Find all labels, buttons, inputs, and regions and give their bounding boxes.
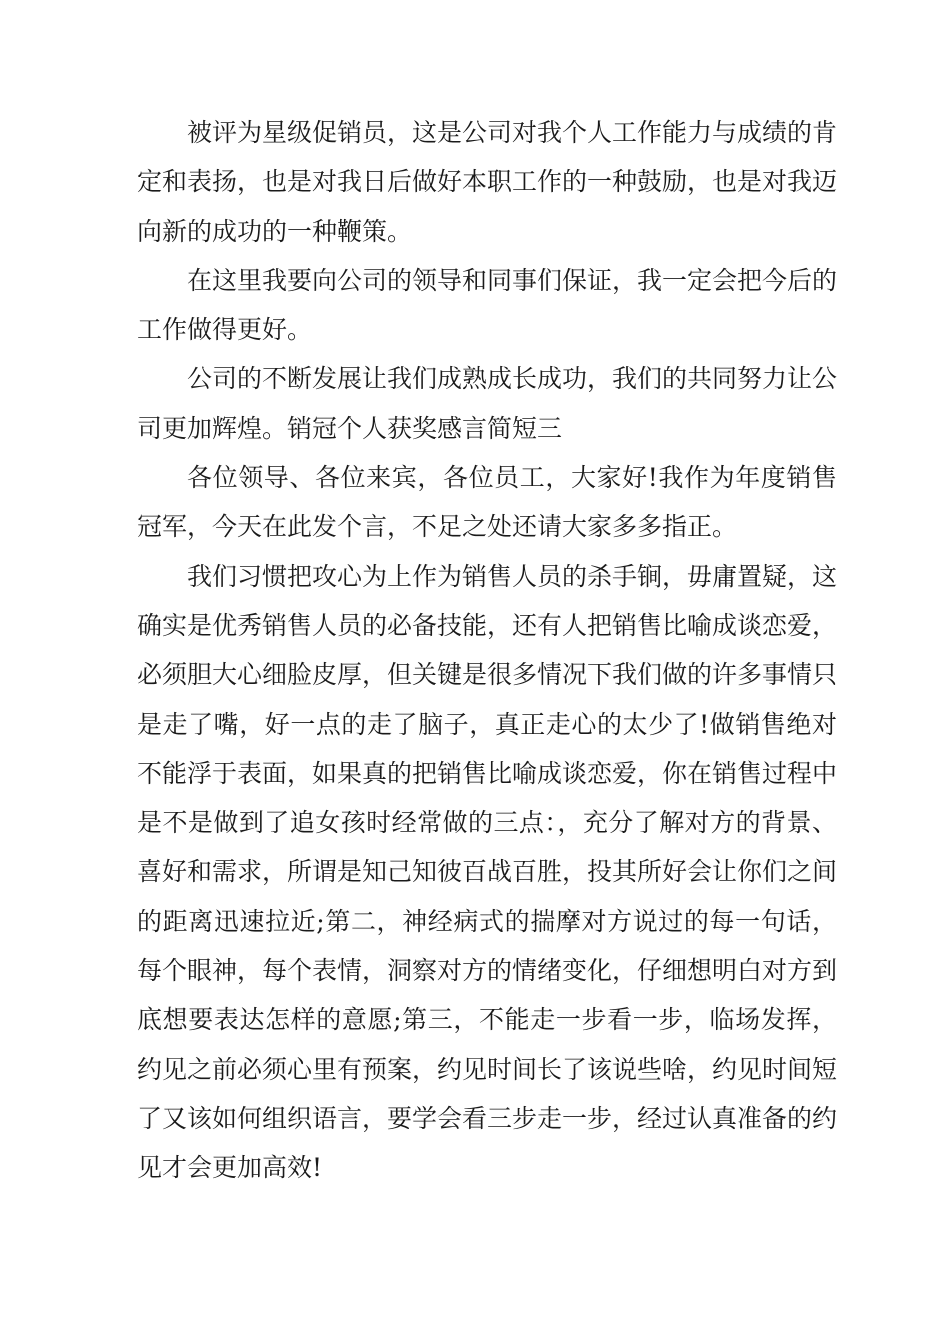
paragraph-5: 我们习惯把攻心为上作为销售人员的杀手锏，毋庸置疑，这确实是优秀销售人员的必备技能，还有人把销售比喻成谈恋爱，必须胆大心细脸皮厚，但关键是很多情况下我们做的许多事情只是走了嘴，好一点的走了脑子，真正走心的太少了!做销售绝对不能浮于表面，如果真的把销售比喻成谈恋爱，你在销售过程中是不是做到了追女孩时经常做的三点：，充分了解对方的背景、喜好和需求，所谓是知己知彼百战百胜，投其所好会让你们之间的距离迅速拉近;第二，神经病式的揣摩对方说过的每一句话，每个眼神，每个表情，洞察对方的情绪变化，仔细想明白对方到底想要表达怎样的意愿;第三，不能走一步看一步，临场发挥，约见之前必须心里有预案，约见时间长了该说些啥，约见时间短了又该如何组织语言，要学会看三步走一步，经过认真准备的约见才会更加高效!	[137, 561, 838, 1183]
paragraph-1: 被评为星级促销员，这是公司对我个人工作能力与成绩的肯定和表扬，也是对我日后做好本职工作的一种鼓励，也是对我迈向新的成功的一种鞭策。	[137, 118, 838, 246]
paragraph-4: 各位领导、各位来宾，各位员工，大家好!我作为年度销售冠军，今天在此发个言，不足之处还请大家多多指正。	[137, 463, 837, 542]
document-body	[137, 108, 837, 1193]
paragraph-3: 公司的不断发展让我们成熟成长成功，我们的共同努力让公司更加辉煌。销冠个人获奖感言简短三	[137, 364, 838, 443]
paragraph-2: 在这里我要向公司的领导和同事们保证，我一定会把今后的工作做得更好。	[137, 265, 838, 345]
